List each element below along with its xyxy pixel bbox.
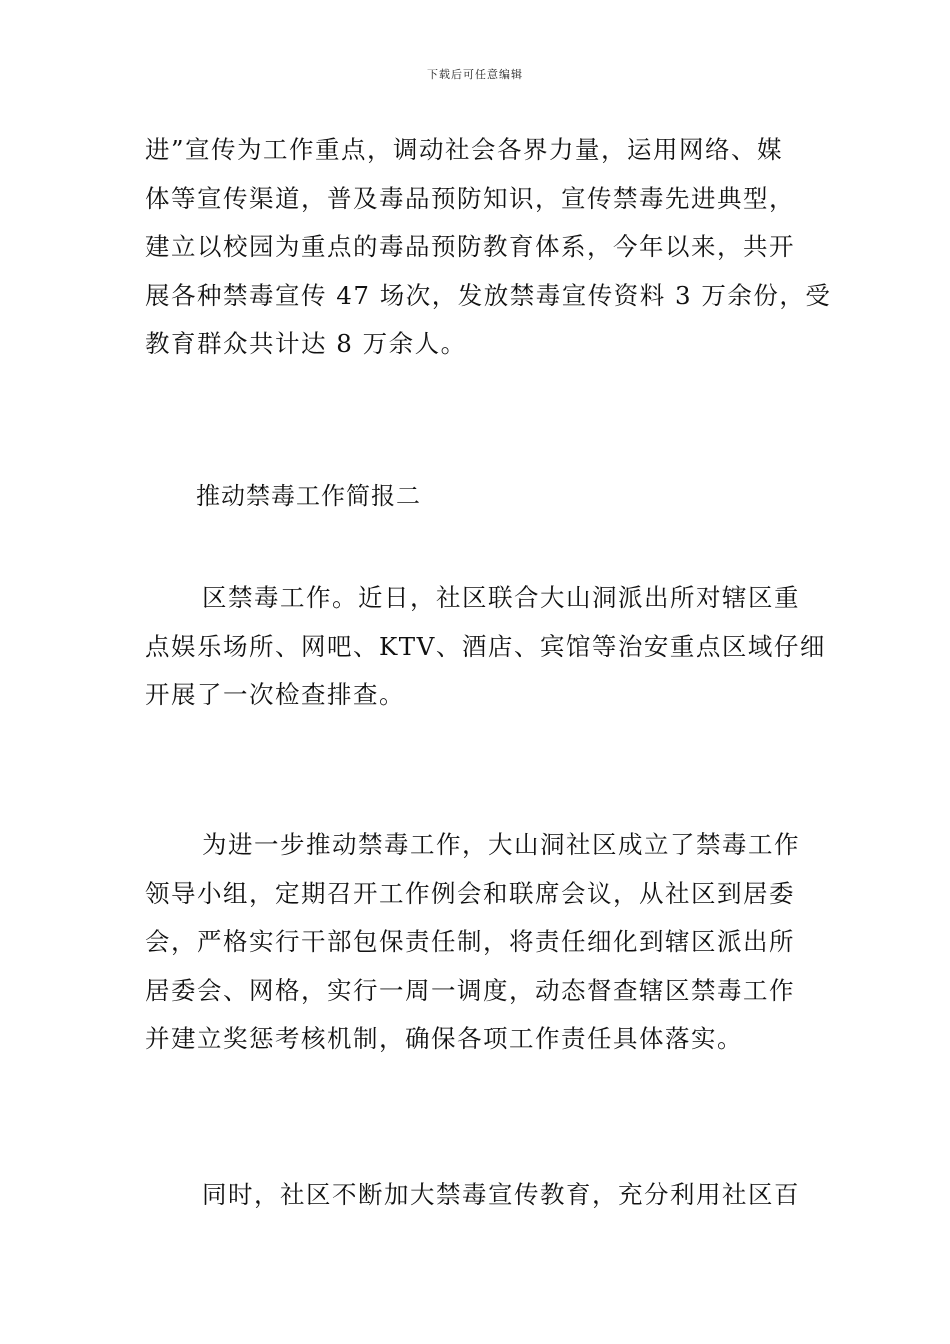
section-heading: 推动禁毒工作简报二 xyxy=(196,482,421,510)
text-line: 领导小组，定期召开工作例会和联席会议，从社区到居委 xyxy=(145,878,795,908)
text-line: 居委会、网格，实行一周一调度，动态督查辖区禁毒工作 xyxy=(145,975,795,1005)
paragraph-leadership-group xyxy=(145,821,810,1064)
text-line: 并建立奖惩考核机制，确保各项工作责任具体落实。 xyxy=(145,1024,743,1053)
text-line: 展各种禁毒宣传 47 场次，发放禁毒宣传资料 3 万余份，受 xyxy=(145,280,832,310)
text-line: 进”宣传为工作重点，调动社会各界力量，运用网络、媒 xyxy=(145,135,784,164)
text-line: 区禁毒工作。近日，社区联合大山洞派出所对辖区重 xyxy=(202,583,800,612)
text-line: 教育群众共计达 8 万余人。 xyxy=(145,329,467,358)
page-header: 下载后可任意编辑 xyxy=(427,68,523,81)
text-line: 点娱乐场所、网吧、KTV、酒店、宾馆等治安重点区域仔细 xyxy=(145,631,826,661)
text-line: 同时，社区不断加大禁毒宣传教育，充分利用社区百 xyxy=(202,1180,800,1209)
text-line: 会，严格实行干部包保责任制，将责任细化到辖区派出所 xyxy=(145,927,795,956)
paragraph-propaganda-summary xyxy=(145,126,832,369)
paragraph-education xyxy=(145,1171,810,1220)
paragraph-inspection xyxy=(145,574,826,720)
text-line: 为进一步推动禁毒工作，大山洞社区成立了禁毒工作 xyxy=(202,830,800,859)
text-line: 体等宣传渠道，普及毒品预防知识，宣传禁毒先进典型， xyxy=(145,183,795,213)
text-line: 建立以校园为重点的毒品预防教育体系，今年以来，共开 xyxy=(145,232,795,261)
text-line: 开展了一次检查排查。 xyxy=(145,680,405,709)
